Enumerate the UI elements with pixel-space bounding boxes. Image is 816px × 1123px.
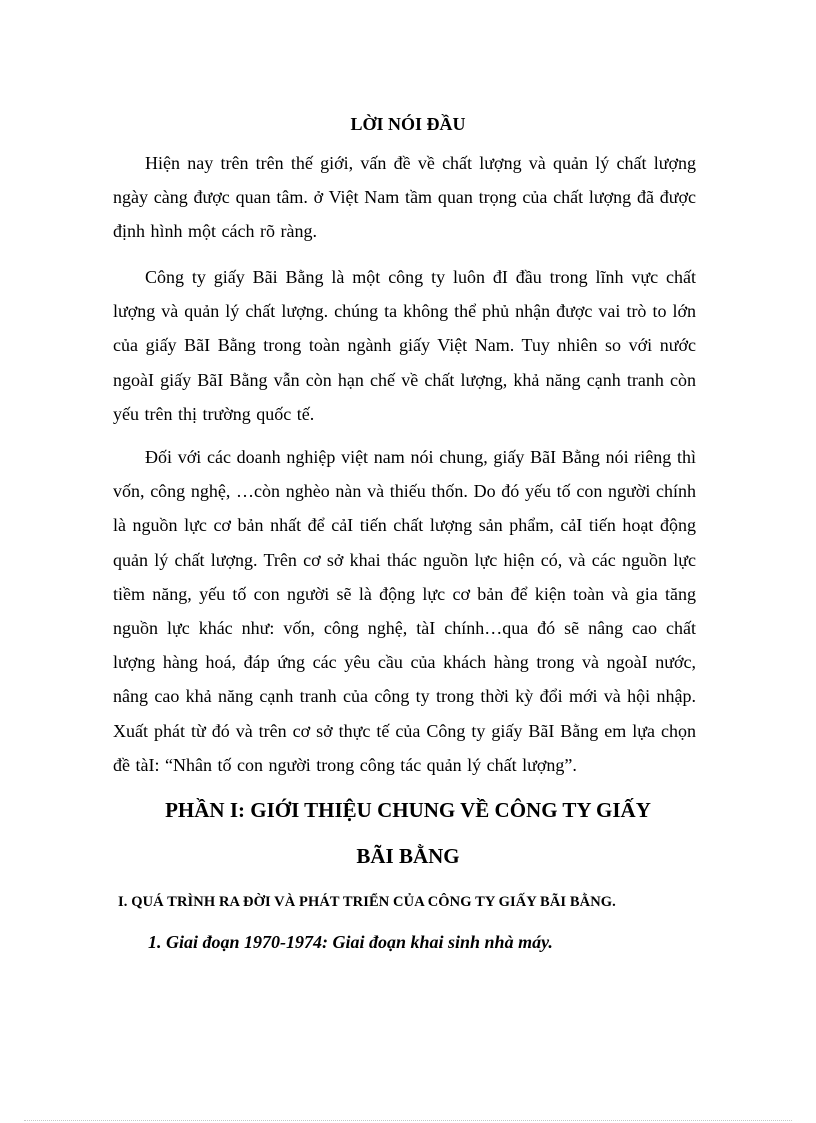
foreword-paragraph-2: Công ty giấy Bãi Bằng là một công ty luôn đI đầu trong lĩnh vực chất lượng và quản lý chất lượng. chúng ta không thể phủ nhận được vai trò to lớn của giấy BãI Bằng trong toàn ngành giấy Việt Nam. Tuy nhiên so với nước ngoàI giấy BãI Bằng vẫn còn hạn chế về chất lượng, khả năng cạnh tranh còn yếu trên thị trường quốc tế. — [113, 267, 696, 424]
section-heading: I. QUÁ TRÌNH RA ĐỜI VÀ PHÁT TRIỂN CỦA CÔNG TY GIẤY BÃI BẰNG. — [118, 894, 616, 910]
page-bottom-divider — [24, 1120, 792, 1121]
foreword-title: LỜI NÓI ĐẦU — [350, 114, 466, 134]
subsection-heading: 1. Giai đoạn 1970-1974: Giai đoạn khai sinh nhà máy. — [148, 932, 553, 952]
part-1-title: PHẦN I: GIỚI THIỆU CHUNG VỀ CÔNG TY GIẤY — [165, 798, 651, 822]
part-1-title-continued: BÃI BẰNG — [356, 844, 460, 868]
foreword-paragraph-1: Hiện nay trên trên thế giới, vấn đề về chất lượng và quản lý chất lượng ngày càng được quan tâm. ở Việt Nam tầm quan trọng của chất lượng đã được định hình một cách rõ ràng. — [113, 153, 696, 242]
foreword-paragraph-3: Đối với các doanh nghiệp việt nam nói chung, giấy BãI Bằng nói riêng thì vốn, công nghệ, …còn nghèo nàn và thiếu thốn. Do đó yếu tố con người chính là nguồn lực cơ bản nhất để cảI tiến chất lượng sản phẩm, cảI tiến hoạt động quản lý chất lượng. Trên cơ sở khai thác nguồn lực hiện có, và các nguồn lực tiềm năng, yếu tố con người sẽ là động lực cơ bản để kiện toàn và gia tăng nguồn lực khác như: vốn, công nghệ, tàI chính…qua đó sẽ nâng cao chất lượng hàng hoá, đáp ứng các yêu cầu của khách hàng trong và ngoàI nước, nâng cao khả năng cạnh tranh của công ty trong thời kỳ đổi mới và hội nhập. Xuất phát từ đó và trên cơ sở thực tế của Công ty giấy BãI Bằng em lựa chọn đề tàI: “Nhân tố con người trong công tác quản lý chất lượng”. — [113, 447, 696, 775]
